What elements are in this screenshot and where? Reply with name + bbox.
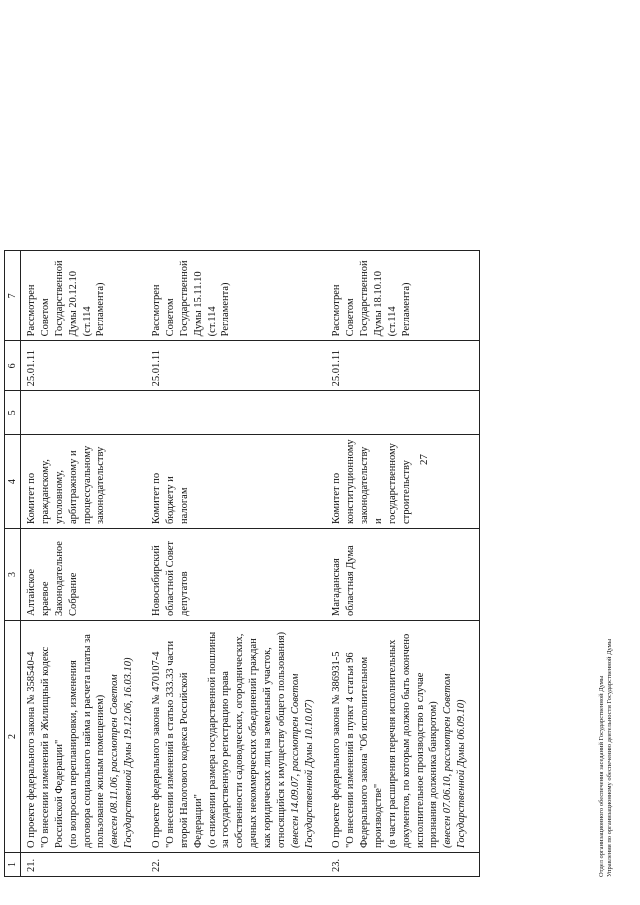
column-header: 5 <box>5 391 21 435</box>
row-number: 22. <box>146 853 326 877</box>
initiator: Магаданская областная Дума <box>326 529 479 621</box>
initiator: Алтайское краевое Законодательное Собрание <box>21 529 146 621</box>
bill-history: (внесен 14.09.07, рассмотрен Советом Государственной Думы 10.10.07) <box>289 673 315 848</box>
column-5-cell <box>21 391 146 435</box>
column-header: 4 <box>5 435 21 529</box>
bill-history: (внесен 07.06.10, рассмотрен Советом Государственной Думы 06.09.10) <box>442 673 468 848</box>
bill-history: (внесен 08.11.06, рассмотрен Советом Государственной Думы 19.12.06, 16.03.10) <box>109 657 135 848</box>
row-number: 21. <box>21 853 146 877</box>
committee: Комитет по бюджету и налогам <box>146 435 326 529</box>
bill-description <box>146 621 326 853</box>
column-header: 7 <box>5 251 21 341</box>
column-header: 1 <box>5 853 21 877</box>
footer <box>598 639 615 877</box>
date: 25.01.11 <box>326 341 479 391</box>
footer-line-1: Отдел организационного обеспечения заседаний Государственной Думы <box>598 675 605 877</box>
column-5-cell <box>146 391 326 435</box>
footer-line-2: Управления по организационному обеспечению деятельности Государственной Думы <box>606 638 614 877</box>
committee: Комитет по гражданскому, уголовному, арбитражному и процессуальному законодательству <box>21 435 146 529</box>
date: 25.01.11 <box>146 341 326 391</box>
bills-table <box>4 250 480 877</box>
status: Рассмотрен Советом Государственной Думы 15.11.10 (ст.114 Регламента) <box>146 251 326 341</box>
bill-description <box>21 621 146 853</box>
bill-name: "О внесении изменений в пункт 4 статьи 96 Федерального закона "Об исполнительном производстве" <box>345 652 384 848</box>
bill-title: О проекте федерального закона № 470107-4 <box>151 651 163 848</box>
bill-subject: (в части расширения перечня исполнительных документов, по которым должно быть окончено исполнительное производство в случае признания должника банкротом) <box>386 633 440 848</box>
bill-name: "О внесении изменений в статью 333.33 части второй Налогового кодекса Российской Федерации" <box>164 640 204 848</box>
bill-title: О проекте федерального закона № 358540-4 <box>26 651 38 848</box>
committee: Комитет по конституционному законодательству и государственному строительству <box>326 435 479 529</box>
column-header: 3 <box>5 529 21 621</box>
table-row <box>146 251 326 877</box>
header-row <box>5 251 21 877</box>
row-number: 23. <box>326 853 479 877</box>
bill-description <box>326 621 479 853</box>
status: Рассмотрен Советом Государственной Думы 18.10.10 (ст.114 Регламента) <box>326 251 479 341</box>
bill-title: О проекте федерального закона № 386931-5 <box>331 651 343 848</box>
table-row <box>326 251 479 877</box>
initiator: Новосибирский областной Совет депутатов <box>146 529 326 621</box>
column-header: 6 <box>5 341 21 391</box>
column-header: 2 <box>5 621 21 853</box>
status: Рассмотрен Советом Государственной Думы 20.12.10 (ст.114 Регламента) <box>21 251 146 341</box>
bill-subject: (о снижении размера государственной пошлины за государственную регистрацию права собственности садоводческих, огороднических, дачных некоммерческих объединений граждан как юридических лиц на земельный участок, относящийся к имуществу общего пользования) <box>206 631 287 848</box>
bill-subject: (по вопросам перепланировки, изменения договора социального найма и расчета платы за пользование жилым помещением) <box>67 634 107 848</box>
bill-name: "О внесении изменений в Жилищный кодекс Российской Федерации" <box>40 646 65 848</box>
column-5-cell <box>326 391 479 435</box>
page-number: 27 <box>418 454 430 465</box>
table-row <box>21 251 146 877</box>
date: 25.01.11 <box>21 341 146 391</box>
